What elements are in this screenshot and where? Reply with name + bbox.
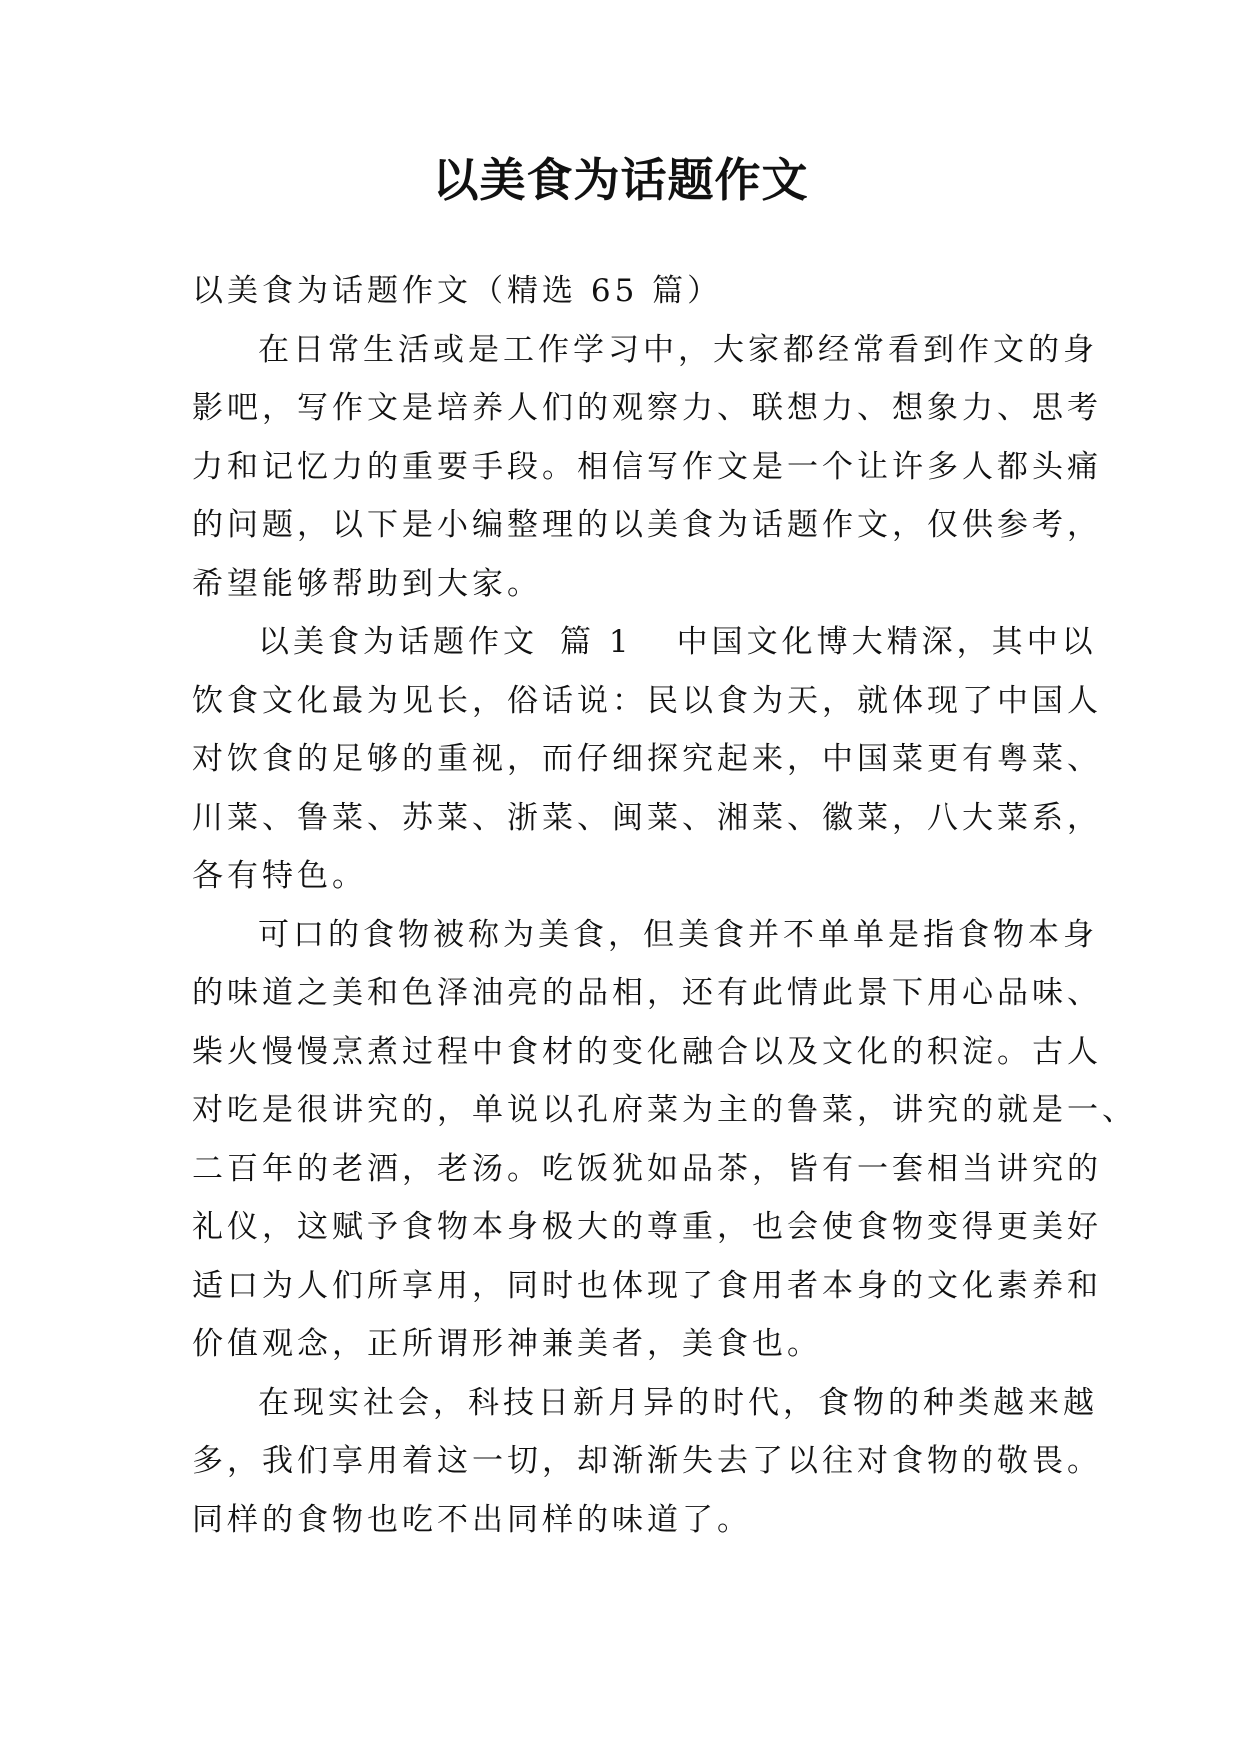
paragraph-line: 各有特色。 [192,858,367,894]
section-heading-line [192,613,1097,672]
paragraph-line: 饮食文化最为见长，俗话说：民以食为天，就体现了中国人 [192,682,1102,719]
section-heading: 以美食为话题作文 [258,624,538,660]
paragraph-line: 适口为人们所享用，同时也体现了食用者本身的文化素养和 [192,1267,1102,1304]
paragraph-section-1 [192,613,1102,906]
paragraph-line: 在现实社会，科技日新月异的时代，食物的种类越来越 [258,1384,1098,1421]
paragraph-line: 中国文化博大精深，其中以 [676,624,1097,660]
paragraph-delicious-food [192,906,1137,1374]
section-number: 篇 1 [560,624,633,660]
document-subtitle: 以美食为话题作文（精选 65 篇） [192,273,723,309]
paragraph-line: 在日常生活或是工作学习中，大家都经常看到作文的身 [258,331,1098,368]
paragraph-line: 希望能够帮助到大家。 [192,565,542,602]
paragraph-line: 对吃是很讲究的，单说以孔府菜为主的鲁菜，讲究的就是一、 [192,1092,1137,1128]
paragraph-line: 可口的食物被称为美食，但美食并不单单是指食物本身 [258,916,1098,953]
paragraph-modern-society [192,1374,1102,1550]
paragraph-line: 同样的食物也吃不出同样的味道了。 [192,1501,752,1538]
paragraph-line: 影吧，写作文是培养人们的观察力、联想力、想象力、思考 [192,390,1102,426]
paragraph-line: 二百年的老酒，老汤。吃饭犹如品茶，皆有一套相当讲究的 [192,1150,1102,1187]
paragraph-line: 礼仪，这赋予食物本身极大的尊重，也会使食物变得更美好 [192,1209,1102,1245]
paragraph-intro [192,321,1102,614]
paragraph-line: 川菜、鲁菜、苏菜、浙菜、闽菜、湘菜、徽菜，八大菜系， [192,799,1102,836]
paragraph-line: 力和记忆力的重要手段。相信写作文是一个让许多人都头痛 [192,448,1102,485]
paragraph-line: 的味道之美和色泽油亮的品相，还有此情此景下用心品味、 [192,975,1102,1011]
paragraph-line: 的问题，以下是小编整理的以美食为话题作文，仅供参考， [192,507,1102,543]
document-body [192,262,1137,1549]
paragraph-line: 柴火慢慢烹煮过程中食材的变化融合以及文化的积淀。古人 [192,1033,1102,1070]
paragraph-line: 对饮食的足够的重视，而仔细探究起来，中国菜更有粤菜、 [192,741,1102,777]
paragraph-line: 多，我们享用着这一切，却渐渐失去了以往对食物的敬畏。 [192,1443,1102,1479]
paragraph-line: 价值观念，正所谓形神兼美者，美食也。 [192,1326,822,1362]
document-title: 以美食为话题作文 [432,153,809,207]
